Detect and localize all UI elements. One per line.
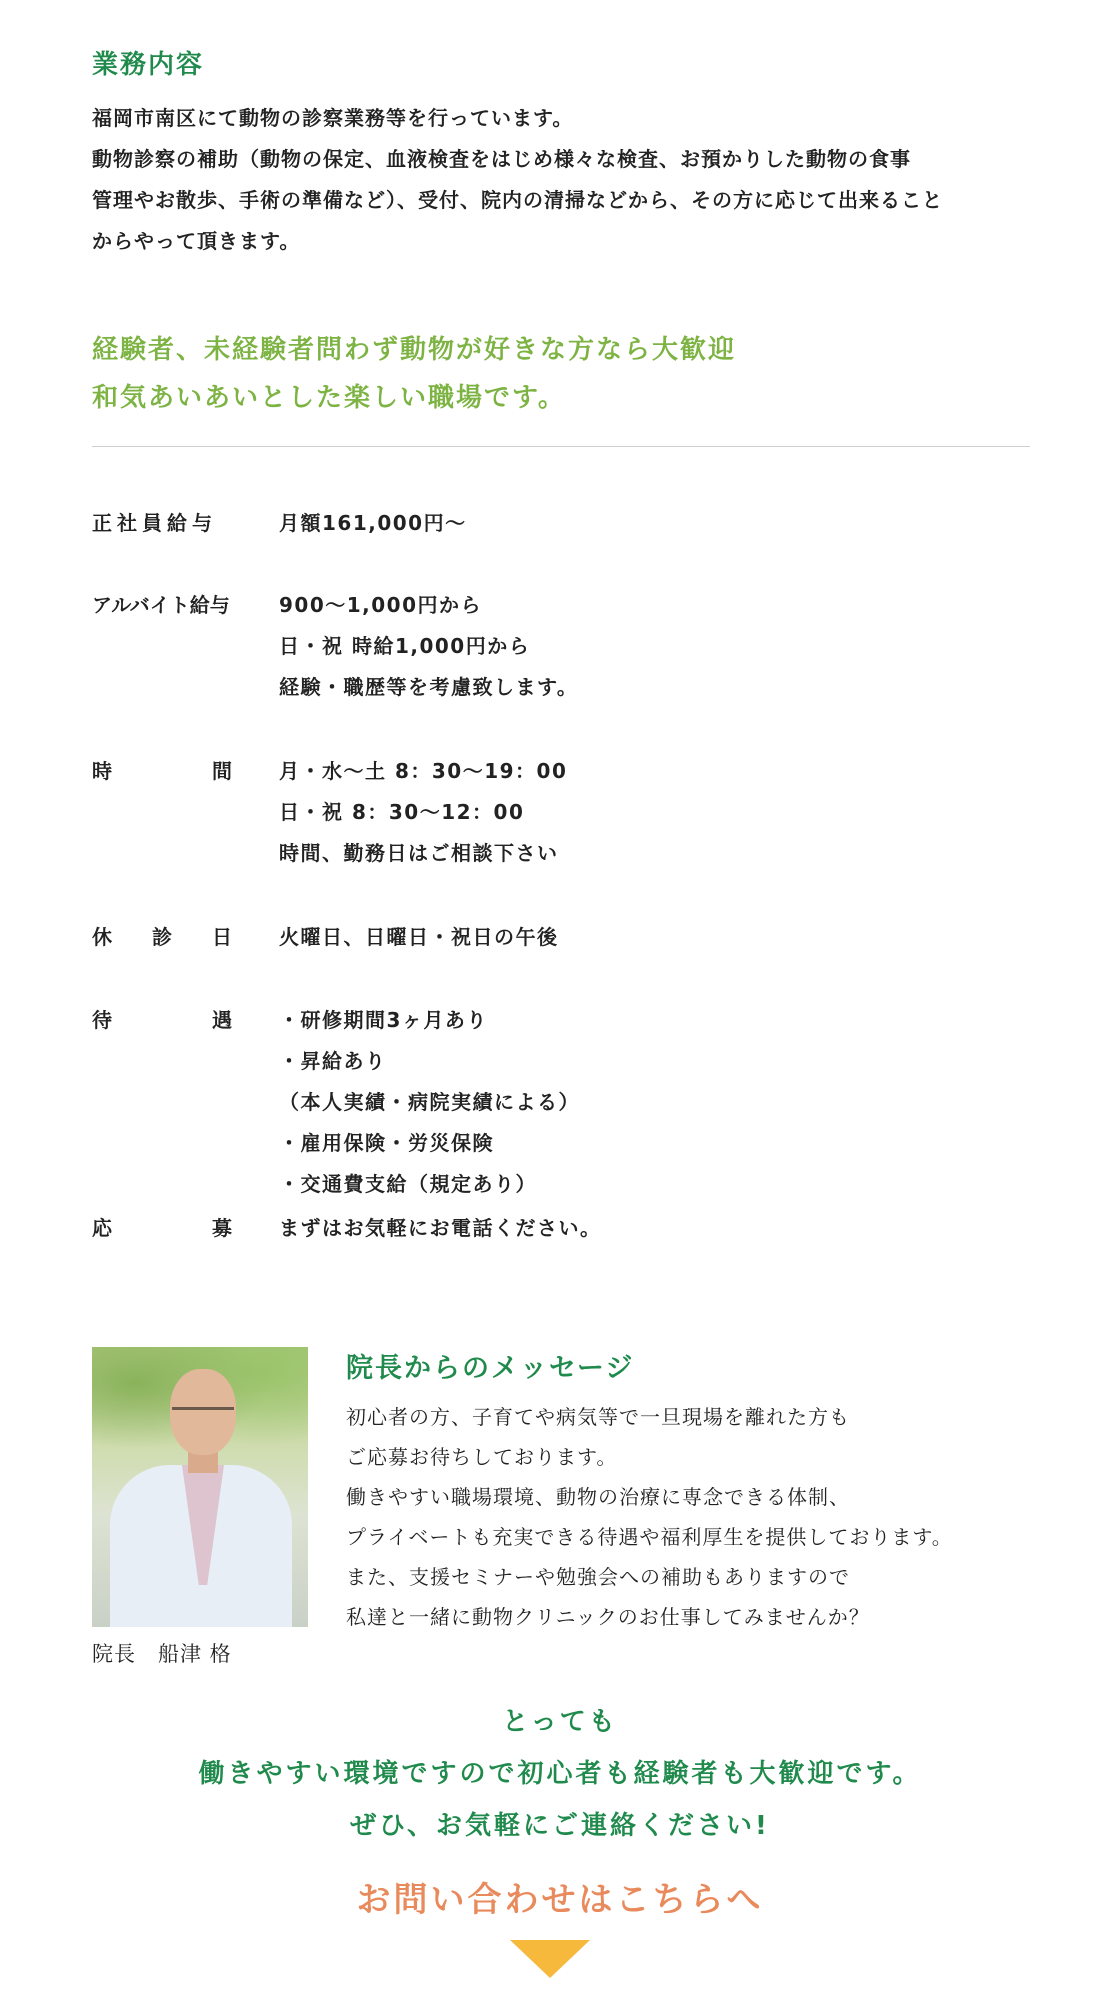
work-line: 管理やお散歩、手術の準備など）、受付、院内の清掃などから、その方に応じて出来ること	[92, 188, 943, 212]
message-line: また、支援セミナーや勉強会への補助もありますので	[346, 1565, 850, 1589]
detail-value: まずはお気軽にお電話ください。	[279, 1216, 602, 1240]
detail-value: ・研修期間3ヶ月あり	[279, 1008, 488, 1032]
detail-row-apply	[92, 1208, 602, 1249]
contact-link[interactable]: お問い合わせはこちらへ	[356, 1880, 764, 1920]
catchphrase-line: 和気あいあいとした楽しい職場です。	[92, 383, 566, 413]
detail-value: 月額161,000円～	[279, 511, 467, 535]
work-line: 動物診察の補助（動物の保定、血液検査をはじめ様々な検査、お預かりした動物の食事	[92, 147, 911, 171]
message-line: 私達と一緒に動物クリニックのお仕事してみませんか？	[346, 1605, 870, 1629]
detail-values	[279, 585, 578, 708]
detail-label: 待遇	[92, 1008, 232, 1032]
detail-value: ・交通費支給（規定あり）	[279, 1172, 537, 1196]
work-description	[92, 98, 1052, 262]
detail-row-salary-part	[92, 585, 578, 708]
detail-label: アルバイト給与	[92, 593, 230, 617]
detail-row-salary-full	[92, 503, 467, 544]
detail-row-hours	[92, 751, 567, 874]
detail-value: 900～1,000円から	[279, 593, 483, 617]
director-photo	[92, 1347, 308, 1627]
message-line: ご応募お待ちしております。	[346, 1445, 618, 1469]
detail-value: 日・祝 8：30～12：00	[279, 800, 525, 824]
detail-label: 時間	[92, 759, 232, 783]
catchphrase	[92, 326, 736, 422]
director-name: 院長 船津 格	[92, 1642, 232, 1666]
arrow-down-icon[interactable]	[510, 1940, 590, 1978]
detail-value: 経験・職歴等を考慮致します。	[279, 675, 579, 699]
message-line: 初心者の方、子育てや病気等で一旦現場を離れた方も	[346, 1405, 850, 1429]
message-body	[346, 1397, 953, 1637]
work-line: からやって頂きます。	[92, 229, 301, 253]
message-line: 働きやすい職場環境、動物の治療に専念できる体制、	[346, 1485, 850, 1509]
detail-value: ・雇用保険・労災保険	[279, 1131, 494, 1155]
detail-label: 正社員給与	[92, 511, 217, 535]
work-line: 福岡市南区にて動物の診察業務等を行っています。	[92, 106, 574, 130]
detail-value: （本人実績・病院実績による）	[279, 1090, 580, 1114]
detail-label: 応募	[92, 1216, 232, 1240]
detail-values	[279, 751, 567, 874]
detail-label: 休診日	[92, 925, 232, 949]
detail-value: ・昇給あり	[279, 1049, 387, 1073]
detail-values	[279, 917, 559, 958]
closing-line: 働きやすい環境ですので初心者も経験者も大歓迎です。	[198, 1759, 922, 1789]
detail-row-benefits	[92, 1000, 580, 1205]
detail-value: 時間、勤務日はご相談下さい	[279, 841, 559, 865]
closing-line: ぜひ、お気軽にご連絡ください!	[350, 1811, 770, 1841]
detail-value: 日・祝 時給1,000円から	[279, 634, 531, 658]
message-title: 院長からのメッセージ	[346, 1353, 635, 1384]
detail-value: 月・水～土 8：30～19：00	[279, 759, 568, 783]
closing-line: とっても	[502, 1707, 618, 1737]
closing-message	[0, 1696, 1120, 1852]
divider	[92, 446, 1030, 447]
detail-values	[279, 1000, 580, 1205]
detail-row-holiday	[92, 917, 559, 958]
message-line: プライベートも充実できる待遇や福利厚生を提供しております。	[346, 1525, 953, 1549]
work-section-title: 業務内容	[92, 50, 205, 80]
detail-value: 火曜日、日曜日・祝日の午後	[279, 925, 559, 949]
detail-values	[279, 1208, 602, 1249]
detail-values	[279, 503, 467, 544]
catchphrase-line: 経験者、未経験者問わず動物が好きな方なら大歓迎	[92, 335, 737, 365]
